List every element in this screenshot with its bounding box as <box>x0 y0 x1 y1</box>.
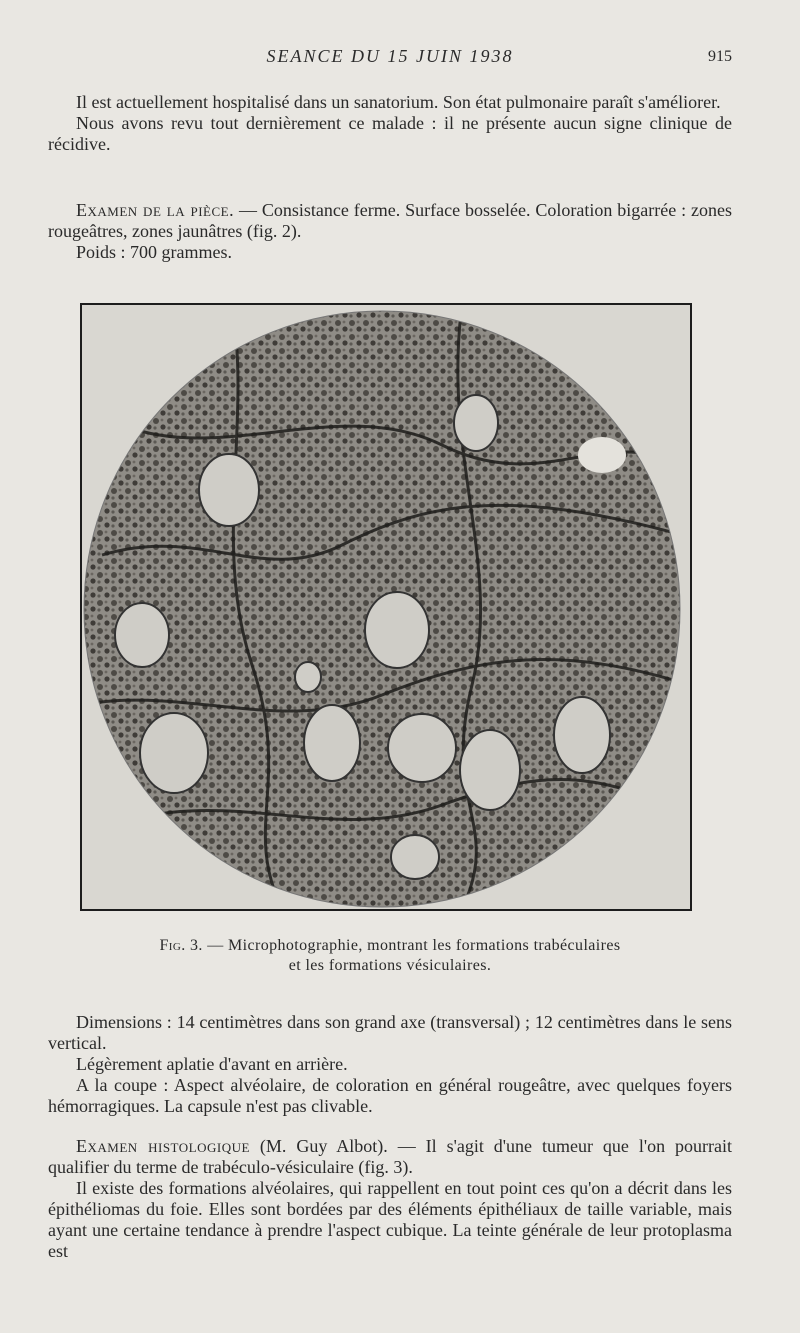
paragraph: Il existe des formations alvéolaires, qui rappellent en tout point ces qu'on a décrit dans les épithéliomas du foie. Elles sont bordées par des éléments épithéliaux de taille variable, mais ayant une certaine tendance à prendre l'aspect cubique. La teinte générale de leur protoplasma est <box>48 1178 732 1261</box>
caption-text: — Microphotographie, montrant les formations trabéculaires <box>202 937 621 954</box>
running-title: SEANCE DU 15 JUIN 1938 <box>266 46 514 66</box>
caption-line: et les formations vésiculaires. <box>288 957 492 974</box>
paragraph: Poids : 700 grammes. <box>76 242 232 262</box>
paragraph: A la coupe : Aspect alvéolaire, de coloration en général rougeâtre, avec quelques foyers hémorragiques. La capsule n'est pas clivable. <box>48 1075 732 1116</box>
figure-label: Fig. 3. <box>159 937 203 954</box>
paragraph: Légèrement aplatie d'avant en arrière. <box>76 1054 348 1074</box>
caption-line <box>48 936 732 956</box>
examen-histologique-section <box>48 1136 732 1262</box>
section-heading: Examen histologique <box>76 1136 250 1156</box>
examen-piece-section <box>48 200 732 263</box>
section-heading: Examen de la pièce. <box>76 200 235 220</box>
micrograph-figure <box>80 303 692 911</box>
paragraph <box>48 200 732 242</box>
paragraph: Il est actuellement hospitalisé dans un sanatorium. Son état pulmonaire paraît s'améliorer. <box>76 92 721 112</box>
figure-caption <box>48 936 732 976</box>
micrograph-image <box>82 305 690 909</box>
page-number: 915 <box>708 48 732 65</box>
top-text-block <box>48 92 732 155</box>
paragraph: Nous avons revu tout dernièrement ce malade : il ne présente aucun signe clinique de récidive. <box>48 113 732 154</box>
description-section <box>48 1012 732 1117</box>
paragraph: Dimensions : 14 centimètres dans son grand axe (transversal) ; 12 centimètres dans le sens vertical. <box>48 1012 732 1053</box>
paragraph <box>48 1136 732 1178</box>
section-text: (M. Guy Albot). — Il s'agit d'une tumeur que l'on pourrait qualifier du terme de trabéculo-vésiculaire (fig. 3). <box>48 1136 732 1177</box>
section-text: — Consistance ferme. Surface bosselée. Coloration bigarrée : zones rougeâtres, zones jaunâtres (fig. 2). <box>48 200 732 241</box>
running-head <box>48 46 732 72</box>
